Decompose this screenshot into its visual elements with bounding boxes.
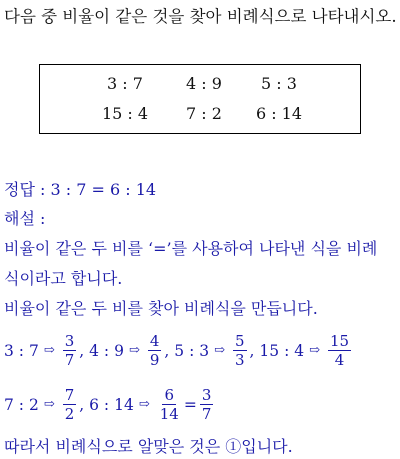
fraction-row xyxy=(4,332,354,369)
fraction-denominator: 7 xyxy=(201,405,212,423)
fraction xyxy=(63,332,77,369)
equals-sign: = xyxy=(183,395,197,414)
fraction-numerator: 6 xyxy=(164,386,175,404)
fraction-numerator: 5 xyxy=(235,332,245,350)
conclusion-line: 따라서 비례식으로 알맞은 것은 ①입니다. xyxy=(4,437,293,456)
ratio-text: 5 : 3 xyxy=(174,341,210,360)
fraction-row xyxy=(4,386,216,423)
ratio-item: 6 : 14 xyxy=(255,104,303,123)
fraction-denominator: 14 xyxy=(159,405,179,423)
right-arrow-icon: ⇨ xyxy=(214,343,225,358)
fraction xyxy=(328,332,351,369)
fraction-numerator: 3 xyxy=(201,386,212,404)
answer-value: 3 : 7 = 6 : 14 xyxy=(50,180,157,199)
fraction-denominator: 2 xyxy=(64,405,75,423)
answer-label: 정답 : xyxy=(4,180,51,199)
fraction xyxy=(158,386,181,423)
fraction-denominator: 4 xyxy=(334,351,345,369)
ratio-text: 6 : 14 xyxy=(89,395,134,414)
ratio-item: 4 : 9 xyxy=(186,74,222,93)
ratio-item: 15 : 4 xyxy=(101,104,149,123)
ratio-item: 5 : 3 xyxy=(261,74,297,93)
right-arrow-icon: ⇨ xyxy=(128,343,140,358)
ratio-text: 7 : 2 xyxy=(4,395,39,414)
fraction-numerator: 7 xyxy=(64,386,75,404)
fraction xyxy=(233,332,247,369)
right-arrow-icon: ⇨ xyxy=(138,397,150,412)
fraction-numerator: 3 xyxy=(64,332,75,350)
ratio-text: 4 : 9 xyxy=(89,341,124,360)
fraction-numerator: 15 xyxy=(330,332,350,350)
fraction-denominator: 3 xyxy=(235,351,245,369)
ratio-item: 7 : 2 xyxy=(186,104,222,123)
explanation-line: 비율이 같은 두 비를 찾아 비례식을 만듭니다. xyxy=(4,299,318,318)
fraction-denominator: 9 xyxy=(149,351,160,369)
answer-line xyxy=(4,177,156,200)
ratio-item: 3 : 7 xyxy=(107,74,143,93)
right-arrow-icon: ⇨ xyxy=(309,343,320,358)
separator: , xyxy=(249,341,255,360)
separator: , xyxy=(164,341,170,360)
fraction xyxy=(148,332,162,369)
ratio-text: 3 : 7 xyxy=(4,341,39,360)
separator: , xyxy=(79,341,85,360)
fraction xyxy=(63,386,77,423)
fraction xyxy=(200,386,214,423)
separator: , xyxy=(79,395,85,414)
ratio-box xyxy=(39,64,361,134)
explanation-line: 비율이 같은 두 비를 ‘=’를 사용하여 나타낸 식을 비례 xyxy=(4,239,378,258)
right-arrow-icon: ⇨ xyxy=(43,397,55,412)
fraction-denominator: 7 xyxy=(64,351,75,369)
explanation-label: 해설 : xyxy=(4,209,46,228)
question-text: 다음 중 비율이 같은 것을 찾아 비례식으로 나타내시오. xyxy=(4,7,397,26)
explanation-line: 식이라고 합니다. xyxy=(4,269,123,288)
right-arrow-icon: ⇨ xyxy=(43,343,55,358)
fraction-numerator: 4 xyxy=(149,332,160,350)
ratio-text: 15 : 4 xyxy=(259,341,305,360)
